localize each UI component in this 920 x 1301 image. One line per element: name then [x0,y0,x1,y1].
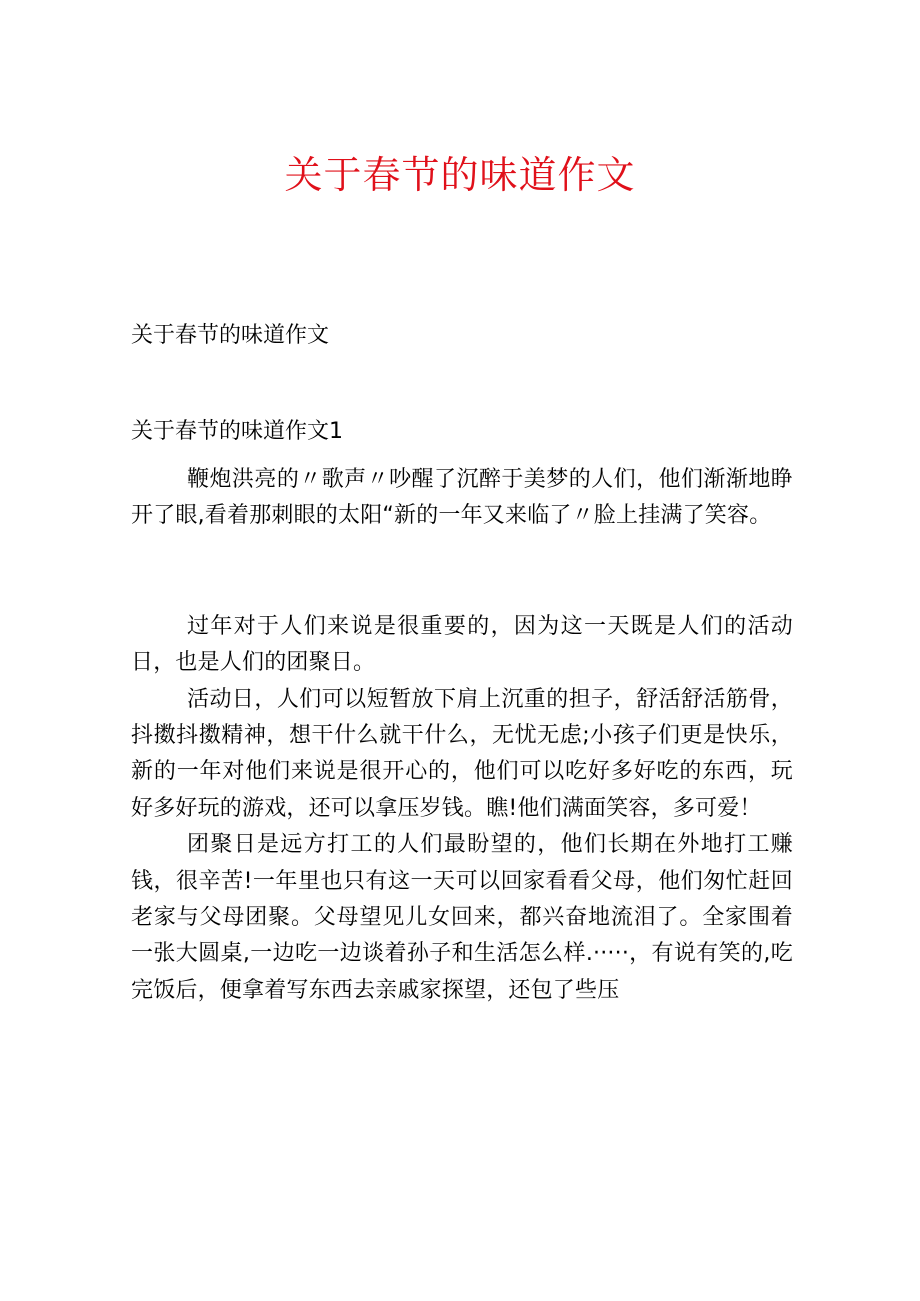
document-subtitle: 关于春节的味道作文 [131,323,330,348]
article-body [131,462,793,1009]
document-title: 关于春节的味道作文 [284,153,636,197]
paragraph-3: 活动日，人们可以短暂放下肩上沉重的担子，舒活舒活筋骨，抖擞抖擞精神，想干什么就干什么，无忧无虑;小孩子们更是快乐，新的一年对他们来说是很开心的，他们可以吃好多好吃的东西，玩好多好玩的游戏，还可以拿压岁钱。瞧!他们满面笑容，多可爱！ [131,686,793,821]
paragraph-4: 团聚日是远方打工的人们最盼望的，他们长期在外地打工赚钱，很辛苦!一年里也只有这一天可以回家看看父母，他们匆忙赶回老家与父母团聚。父母望见儿女回来，都兴奋地流泪了。全家围着一张大圆桌,一边吃一边谈着孙子和生活怎么样.·····，有说有笑的,吃完饭后，便拿着写东西去亲戚家探望，还包了些压 [131,832,793,1003]
paragraph-2: 过年对于人们来说是很重要的，因为这一天既是人们的活动日，也是人们的团聚日。 [131,613,793,676]
section-heading: 关于春节的味道作文1 [131,419,343,444]
paragraph-1: 鞭炮洪亮的〃歌声〃吵醒了沉醉于美梦的人们，他们渐渐地睁开了眼,看着那刺眼的太阳“新的一年又来临了〃脸上挂满了笑容。 [131,467,793,529]
